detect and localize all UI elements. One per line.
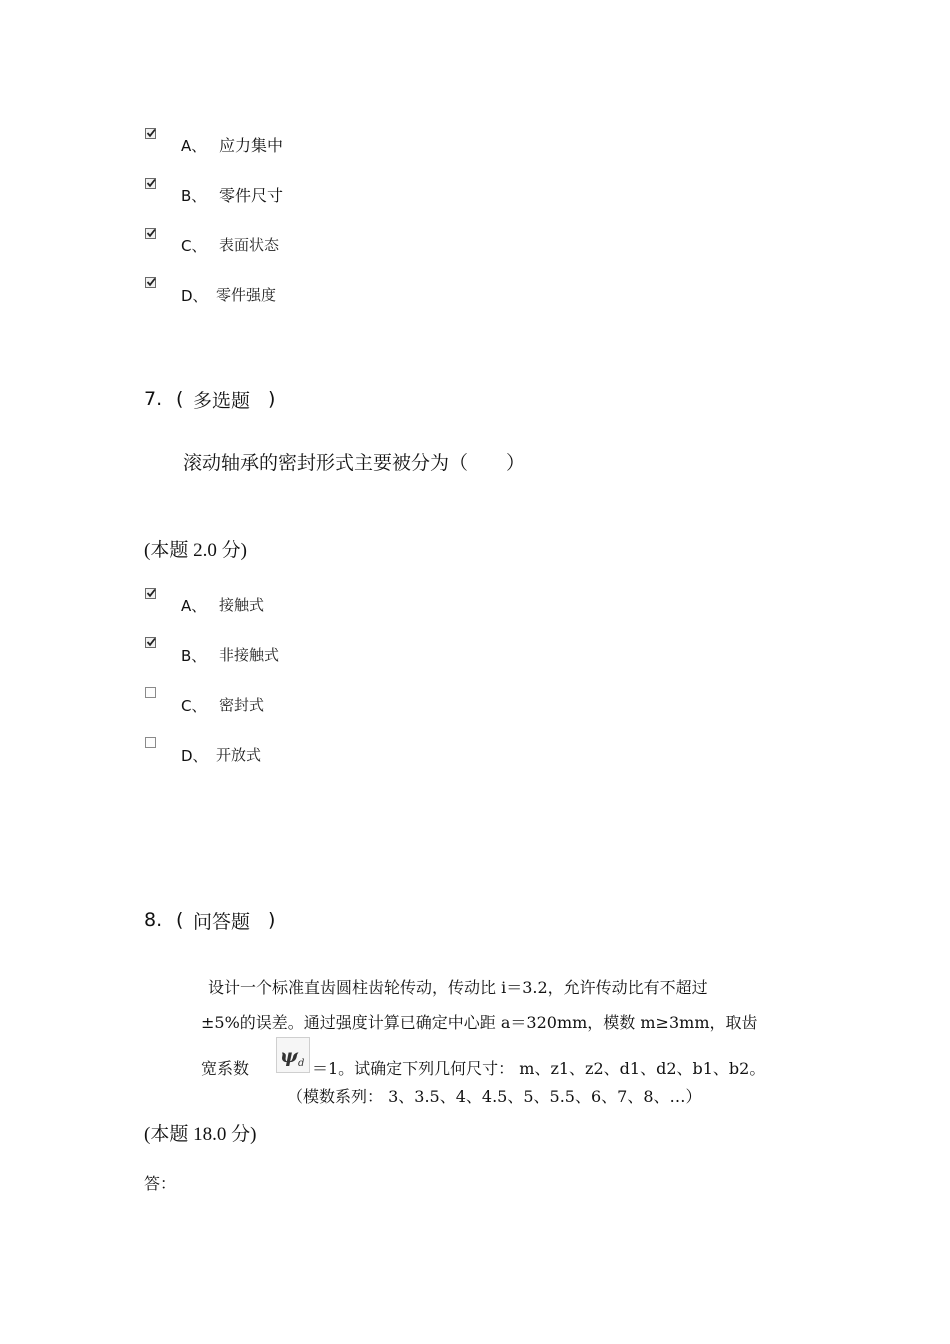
question-number: 7. [144, 388, 163, 410]
question-text-line-4: （模数系列： 3、3.5、4、4.5、5、5.5、6、7、8、…） [287, 1087, 702, 1106]
question-score: (本题 2.0 分) [144, 540, 247, 561]
psi-d-formula-image [276, 1037, 310, 1073]
option-letter: D、 [181, 747, 208, 765]
checkbox-checked-icon[interactable] [145, 228, 156, 239]
question-type-close: ) [268, 388, 276, 410]
option-letter: D、 [181, 287, 208, 305]
option-text: 应力集中 [219, 136, 284, 155]
checkbox-checked-icon[interactable] [145, 588, 156, 599]
option-letter: A、 [181, 137, 207, 155]
checkbox-unchecked-icon[interactable] [145, 737, 156, 748]
checkbox-unchecked-icon[interactable] [145, 687, 156, 698]
question-text-line-1: 设计一个标准直齿圆柱齿轮传动，传动比 i＝3.2，允许传动比有不超过 [208, 978, 708, 997]
checkbox-checked-icon[interactable] [145, 178, 156, 189]
question-type-open: ( [176, 388, 184, 410]
option-text: 零件尺寸 [219, 186, 284, 205]
question-type: 问答题 [193, 911, 251, 933]
option-text: 密封式 [219, 696, 265, 714]
option-text: 开放式 [216, 746, 262, 764]
option-letter: C、 [181, 237, 207, 255]
question-text-line-2: ±5%的误差。通过强度计算已确定中心距 a＝320mm，模数 m≥3mm，取齿 [201, 1013, 758, 1032]
question-stem: 滚动轴承的密封形式主要被分为（ ） [183, 452, 526, 474]
question-type-open: ( [176, 909, 184, 931]
option-text: 表面状态 [219, 236, 280, 254]
question-number: 8. [144, 909, 163, 931]
option-letter: B、 [181, 187, 207, 205]
checkbox-checked-icon[interactable] [145, 128, 156, 139]
option-letter: A、 [181, 597, 207, 615]
answer-label: 答： [144, 1174, 177, 1193]
checkbox-checked-icon[interactable] [145, 637, 156, 648]
question-score: (本题 18.0 分) [144, 1124, 257, 1145]
checkbox-checked-icon[interactable] [145, 277, 156, 288]
question-text-line-3-prefix: 宽系数 [201, 1059, 250, 1078]
svg-text:d: d [298, 1058, 305, 1069]
option-letter: C、 [181, 697, 207, 715]
option-text: 接触式 [219, 596, 265, 614]
option-text: 非接触式 [219, 646, 280, 664]
option-letter: B、 [181, 647, 207, 665]
question-text-line-3-suffix: ＝1。试确定下列几何尺寸： m、z1、z2、d1、d2、b1、b2。 [312, 1059, 766, 1078]
question-type: 多选题 [193, 390, 251, 412]
option-text: 零件强度 [216, 286, 277, 304]
question-type-close: ) [268, 909, 276, 931]
svg-text:ψ: ψ [280, 1045, 298, 1067]
